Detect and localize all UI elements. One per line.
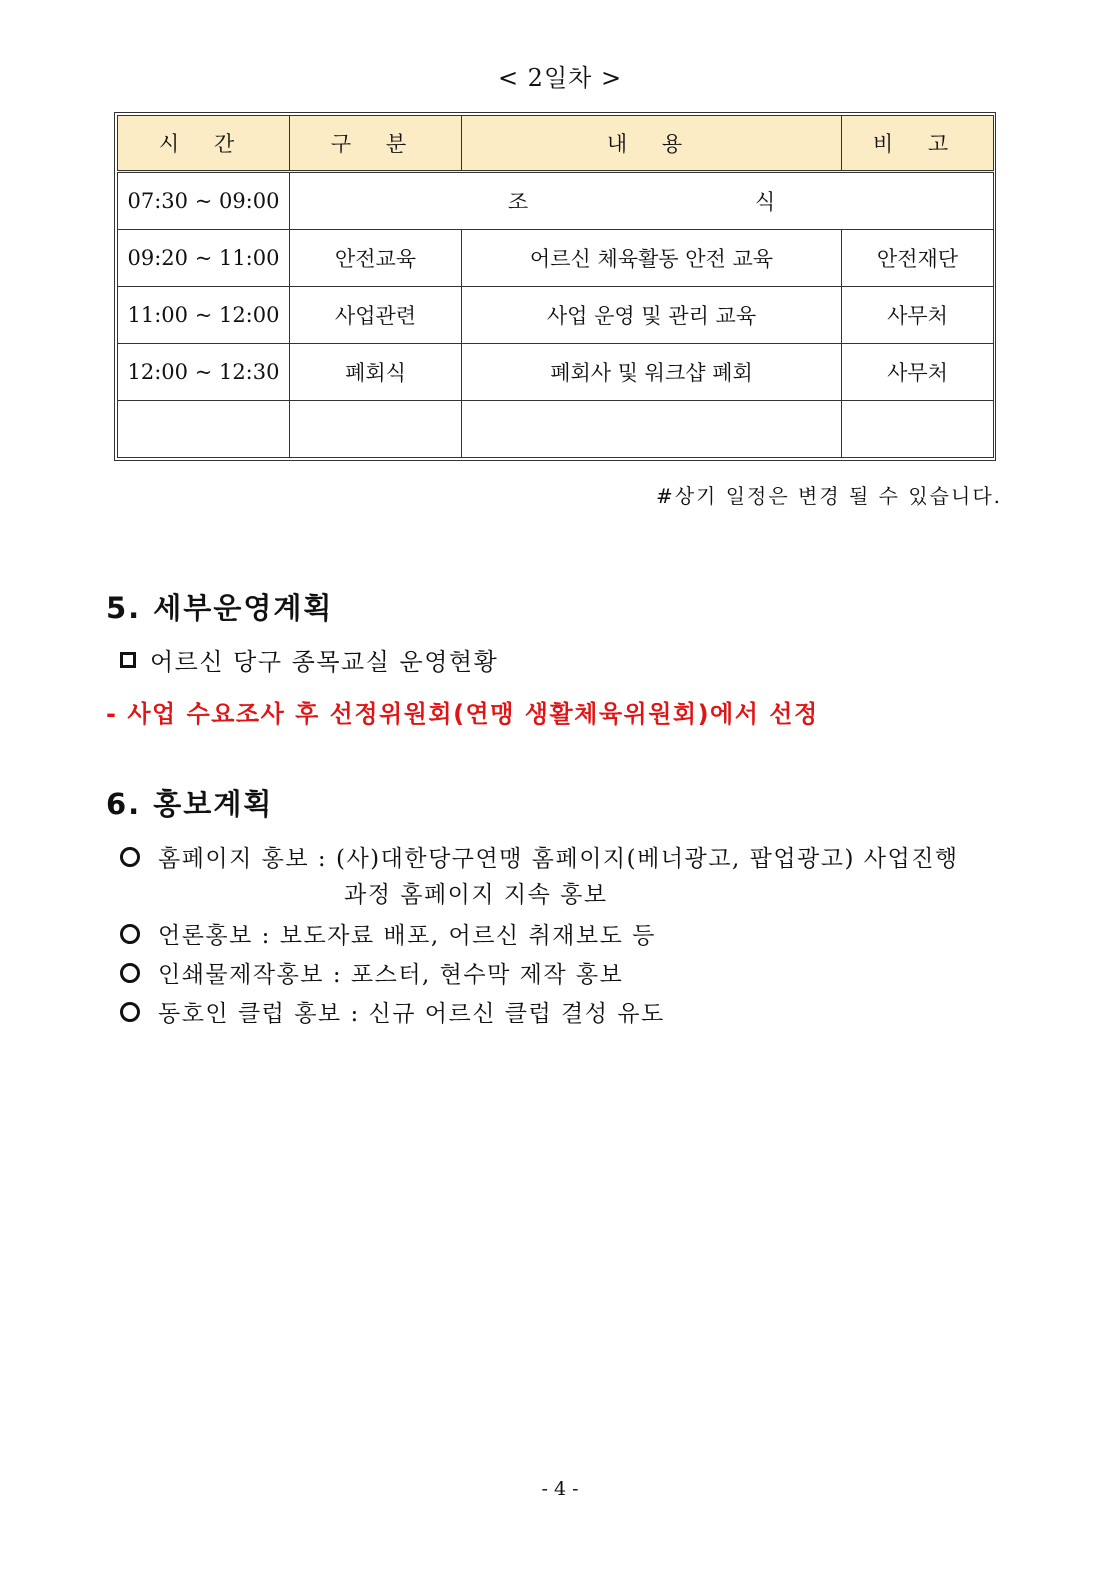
- cell-time: 12:00 ~ 12:30: [118, 344, 290, 401]
- cell-time: 07:30 ~ 09:00: [118, 172, 290, 230]
- circle-bullet-icon: [120, 924, 140, 944]
- cell-meal: [290, 172, 994, 230]
- circle-bullet-icon: [120, 1002, 140, 1022]
- cell-content: 사업 운영 및 관리 교육: [462, 287, 842, 344]
- selection-note-red: - 사업 수요조사 후 선정위원회(연맹 생활체육위원회)에서 선정: [106, 700, 819, 728]
- day-title: < 2일차 >: [497, 64, 623, 92]
- circle-bullet-icon: [120, 963, 140, 983]
- table-header-row: [118, 116, 994, 172]
- header-content: 내 용: [462, 116, 842, 172]
- header-note: 비 고: [842, 116, 994, 172]
- cell-content: 어르신 체육활동 안전 교육: [462, 230, 842, 287]
- cell-note: 사무처: [842, 344, 994, 401]
- header-time: 시 간: [118, 116, 290, 172]
- section-6-title: 6. 홍보계획: [106, 787, 274, 821]
- cell-category: 안전교육: [290, 230, 462, 287]
- cell-time: 11:00 ~ 12:00: [118, 287, 290, 344]
- bullet-text: 동호인 클럽 홍보 : 신규 어르신 클럽 결성 유도: [158, 1001, 665, 1027]
- list-item: [120, 917, 656, 950]
- section-5-title: 5. 세부운영계획: [106, 591, 334, 625]
- bullet-text: 인쇄물제작홍보 : 포스터, 현수막 제작 홍보: [158, 962, 624, 988]
- cell-time: 09:20 ~ 11:00: [118, 230, 290, 287]
- table-row: [118, 287, 994, 344]
- circle-bullet-icon: [120, 847, 140, 867]
- list-item: [120, 956, 623, 989]
- cell-note: [842, 401, 994, 458]
- section-5-item-text: 어르신 당구 종목교실 운영현황: [150, 648, 499, 676]
- cell-note: 안전재단: [842, 230, 994, 287]
- cell-category: 폐회식: [290, 344, 462, 401]
- header-category: 구 분: [290, 116, 462, 172]
- bullet-continuation: 과정 홈페이지 지속 홍보: [344, 882, 608, 908]
- cell-note: 사무처: [842, 287, 994, 344]
- table-row: [118, 230, 994, 287]
- cell-content: 폐회사 및 워크샵 폐회: [462, 344, 842, 401]
- list-item: [120, 995, 665, 1028]
- schedule-table: [117, 115, 994, 458]
- cell-time: [118, 401, 290, 458]
- schedule-change-note: #상기 일정은 변경 될 수 있습니다.: [655, 484, 1002, 508]
- schedule-table-frame: [114, 112, 996, 461]
- cell-content: [462, 401, 842, 458]
- table-row: [118, 172, 994, 230]
- section-5-item: [120, 642, 498, 677]
- table-row: [118, 344, 994, 401]
- cell-category: [290, 401, 462, 458]
- meal-label: 조 식: [507, 190, 886, 214]
- page-number: - 4 -: [541, 1478, 579, 1500]
- bullet-text: 홈페이지 홍보 : (사)대한당구연맹 홈페이지(베너광고, 팝업광고) 사업진행: [158, 846, 959, 872]
- table-row-empty: [118, 401, 994, 458]
- list-item: [120, 840, 959, 873]
- cell-category: 사업관련: [290, 287, 462, 344]
- square-bullet-icon: [120, 652, 136, 668]
- bullet-text: 언론홍보 : 보도자료 배포, 어르신 취재보도 등: [158, 923, 656, 949]
